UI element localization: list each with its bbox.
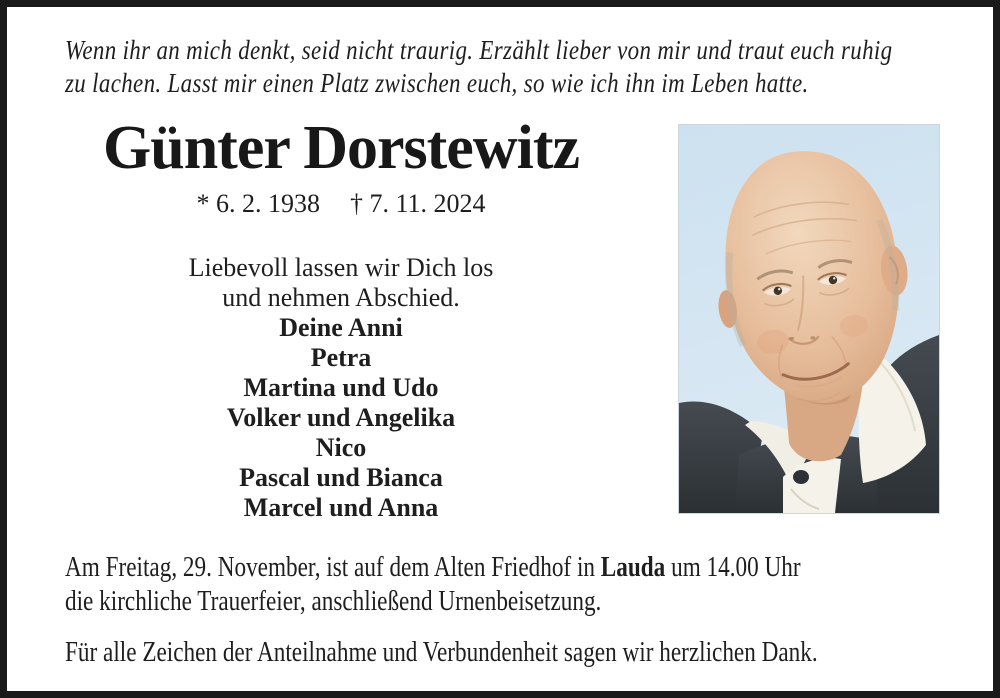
deceased-name: Günter Dorstewitz: [102, 114, 579, 182]
mourner-line: Petra: [310, 343, 372, 372]
mourner-line: Pascal und Bianca: [239, 463, 443, 492]
birth-part: [196, 189, 320, 218]
funeral-text-post: um 14.00 Uhr: [665, 551, 801, 583]
life-dates: [43, 189, 639, 219]
mourner-line: Volker und Angelika: [226, 403, 456, 432]
shirt-button: [793, 470, 809, 484]
funeral-place: Lauda: [600, 551, 666, 583]
mourner-line: Deine Anni: [279, 313, 403, 342]
funeral-line-2: die kirchliche Trauerfeier, anschließend Urnenbeisetzung.: [65, 585, 602, 617]
mourner-line: Nico: [315, 433, 367, 462]
funeral-line-1: [65, 551, 801, 584]
quote-line-2: zu lachen. Lasst mir einen Platz zwischen euch, so wie ich ihn im Leben hatte.: [65, 68, 809, 98]
farewell-line-2: und nehmen Abschied.: [222, 283, 460, 312]
mourner-line: Martina und Udo: [243, 373, 439, 402]
birth-date: 6. 2. 1938: [215, 189, 320, 218]
quote-line-1: Wenn ihr an mich denkt, seid nicht traurig. Erzählt lieber von mir und traut euch ruhig: [65, 35, 893, 65]
thanks-line: Für alle Zeichen der Anteilnahme und Verbundenheit sagen wir herzlichen Dank.: [65, 636, 818, 668]
funeral-text-pre: Am Freitag, 29. November, ist auf dem Alten Friedhof in: [65, 551, 601, 583]
memorial-block: [43, 253, 639, 523]
death-cross-icon: †: [349, 189, 363, 218]
birth-star-icon: *: [196, 189, 210, 218]
death-part: [350, 189, 486, 218]
mourner-line: Marcel und Anna: [243, 493, 439, 522]
farewell-line-1: Liebevoll lassen wir Dich los: [188, 253, 494, 282]
portrait-photo: [679, 125, 939, 513]
death-date: 7. 11. 2024: [369, 189, 486, 218]
